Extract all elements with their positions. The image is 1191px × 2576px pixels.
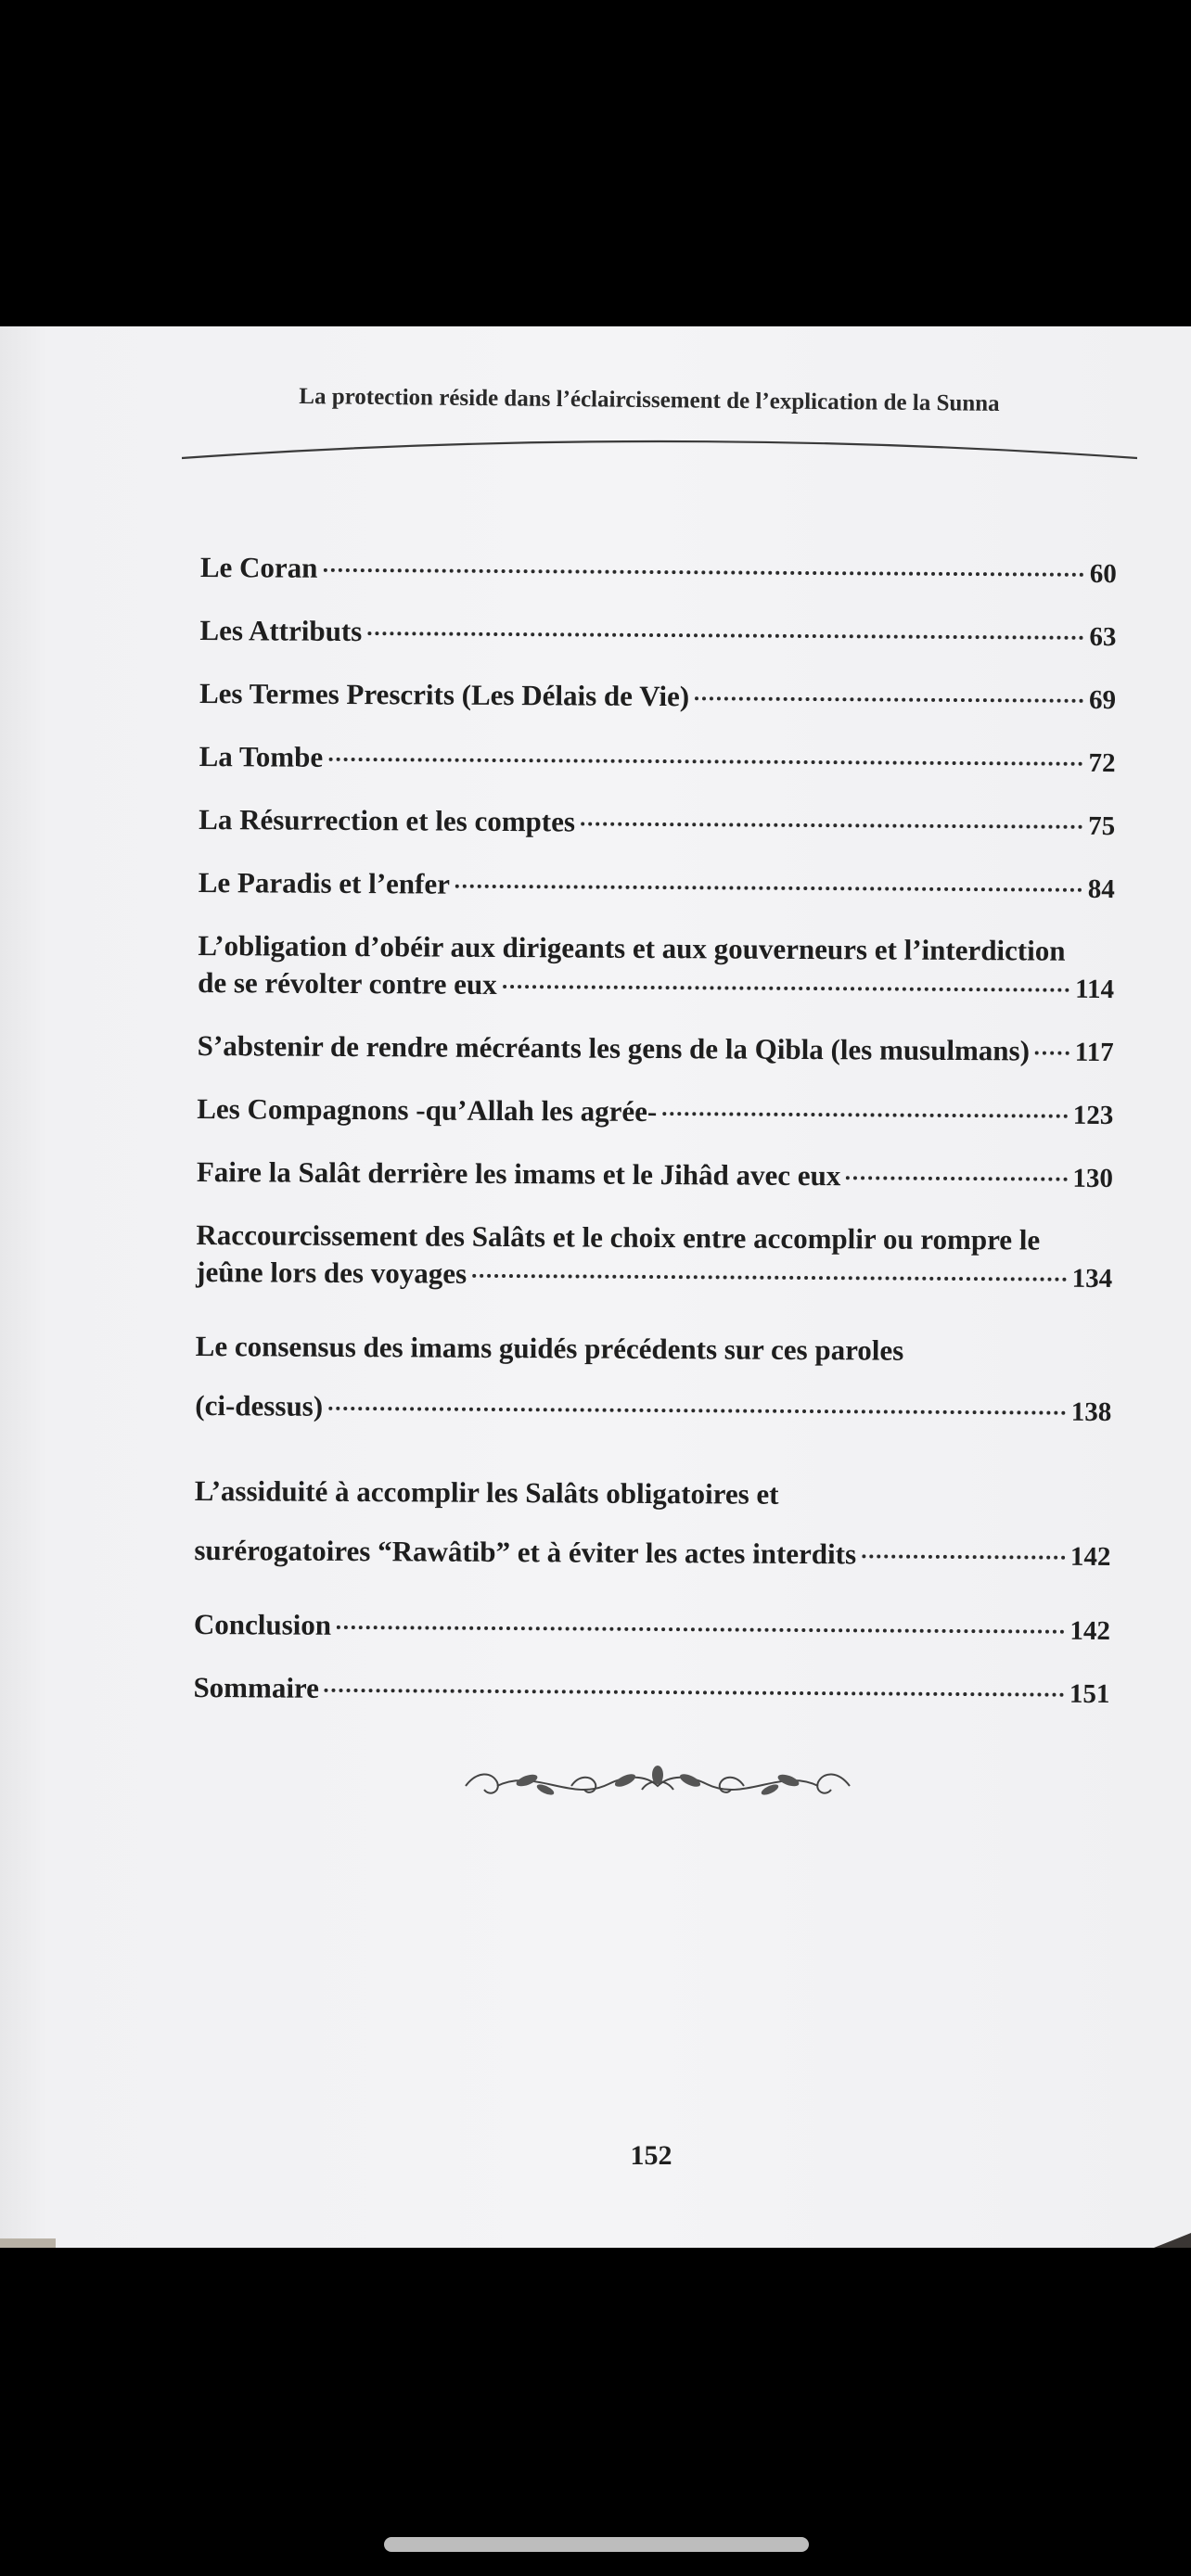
toc-entry-title: Faire la Salât derrière les imams et le Jihâd avec eux <box>196 1154 841 1192</box>
header-rule <box>182 434 1137 462</box>
toc-entry-title: de se révolter contre eux <box>198 965 497 1001</box>
toc-line <box>194 1606 1110 1650</box>
toc-line <box>198 1027 1114 1071</box>
toc-entry-title: Les Termes Prescrits (Les Délais de Vie) <box>198 676 690 713</box>
toc-page-number: 123 <box>1072 1100 1114 1131</box>
toc-page-number: 60 <box>1089 558 1117 590</box>
toc-line <box>196 1254 1112 1297</box>
toc-entry-title: S’abstenir de rendre mécréants les gens de la Qibla (les musulmans) <box>197 1028 1031 1067</box>
toc-entry-title: Les Compagnons -qu’Allah les agrée- <box>197 1091 658 1129</box>
toc-entry <box>197 1090 1113 1134</box>
toc-line <box>198 927 1114 970</box>
dot-leader <box>325 1689 1064 1697</box>
toc-entry-title: L’obligation d’obéir aux dirigeants et aux gouverneurs et l’interdiction <box>198 928 1066 967</box>
dot-leader <box>662 1112 1068 1118</box>
page-corner <box>1154 2233 1191 2248</box>
toc-line <box>196 1217 1112 1259</box>
toc-entry-title: Le consensus des imams guidés précédents sur ces paroles <box>195 1329 904 1367</box>
toc-line <box>198 964 1114 1008</box>
toc-entry <box>199 738 1116 782</box>
toc-entry <box>199 675 1116 719</box>
toc-entry <box>198 927 1114 1008</box>
toc-line <box>194 1521 1110 1587</box>
toc-entry-title: La Résurrection et les comptes <box>198 802 576 838</box>
toc-page-number: 134 <box>1071 1263 1113 1294</box>
toc-line <box>198 801 1115 845</box>
toc-page-number: 72 <box>1088 747 1116 779</box>
toc-entry-title: Conclusion <box>193 1607 332 1641</box>
dot-leader <box>367 631 1083 640</box>
page-number: 152 <box>630 2140 672 2171</box>
toc-page-number: 84 <box>1087 874 1115 905</box>
toc-entry-title: Le Paradis et l’enfer <box>198 865 451 900</box>
toc-entry <box>200 549 1117 593</box>
page-edge <box>0 2238 56 2248</box>
toc-line <box>199 612 1116 656</box>
toc-page-number: 138 <box>1070 1396 1112 1428</box>
dot-leader <box>337 1626 1064 1634</box>
toc-page-number: 142 <box>1069 1541 1111 1573</box>
toc-entry <box>199 612 1116 656</box>
book-page <box>0 326 1191 2248</box>
toc-entry <box>198 864 1115 908</box>
toc-page-number: 114 <box>1075 974 1115 1005</box>
decorative-ornament <box>460 1762 855 1808</box>
toc-line <box>197 1154 1113 1197</box>
dot-leader <box>472 1274 1067 1282</box>
dot-leader <box>503 985 1070 992</box>
toc-entry-title: Sommaire <box>193 1670 320 1704</box>
home-indicator[interactable] <box>384 2537 809 2552</box>
dot-leader <box>862 1554 1065 1559</box>
toc-entry <box>198 1027 1114 1071</box>
toc-line <box>198 864 1115 908</box>
dot-leader <box>695 696 1083 703</box>
toc-page-number: 63 <box>1089 621 1117 653</box>
toc-page-number: 69 <box>1088 684 1117 716</box>
toc-entry-title: La Tombe <box>198 739 324 773</box>
toc-entry <box>198 801 1115 845</box>
toc-page-number: 130 <box>1072 1163 1113 1194</box>
toc-entry-title: Le Coran <box>199 551 318 584</box>
toc-line <box>195 1461 1111 1526</box>
toc-entry-title: surérogatoires “Rawâtib” et à éviter les actes interdits <box>194 1533 857 1571</box>
dot-leader <box>328 758 1082 766</box>
toc-line <box>197 1090 1113 1134</box>
toc-entry <box>194 1606 1110 1650</box>
toc-entry-title: jeûne lors des voyages <box>196 1255 467 1290</box>
table-of-contents <box>193 549 1117 1738</box>
dot-leader <box>323 568 1083 577</box>
toc-page-number: 117 <box>1074 1037 1114 1068</box>
toc-line <box>200 549 1117 593</box>
toc-entry <box>196 1217 1112 1297</box>
toc-line <box>193 1669 1109 1713</box>
dot-leader <box>1035 1052 1069 1055</box>
toc-line <box>199 675 1116 719</box>
toc-entry-title: L’assiduité à accomplir les Salâts obligatoires et <box>194 1473 779 1511</box>
toc-entry <box>195 1317 1112 1442</box>
toc-line <box>199 738 1116 782</box>
toc-line <box>196 1317 1112 1382</box>
toc-entry <box>194 1461 1111 1587</box>
dot-leader <box>846 1176 1067 1180</box>
dot-leader <box>581 823 1082 829</box>
toc-page-number: 75 <box>1088 810 1116 842</box>
dot-leader <box>455 885 1082 892</box>
toc-line <box>195 1376 1111 1442</box>
toc-page-number: 151 <box>1069 1678 1110 1710</box>
toc-page-number: 142 <box>1069 1615 1110 1647</box>
toc-entry-title: Les Attributs <box>199 613 363 648</box>
dot-leader <box>328 1407 1066 1415</box>
toc-entry <box>193 1669 1109 1713</box>
running-header: La protection réside dans l’éclaircissement de l’explication de la Sunna <box>299 384 1000 416</box>
toc-entry <box>197 1154 1113 1197</box>
toc-entry-title: Raccourcissement des Salâts et le choix entre accomplir ou rompre le <box>196 1218 1041 1256</box>
toc-entry-title: (ci-dessus) <box>195 1388 324 1422</box>
